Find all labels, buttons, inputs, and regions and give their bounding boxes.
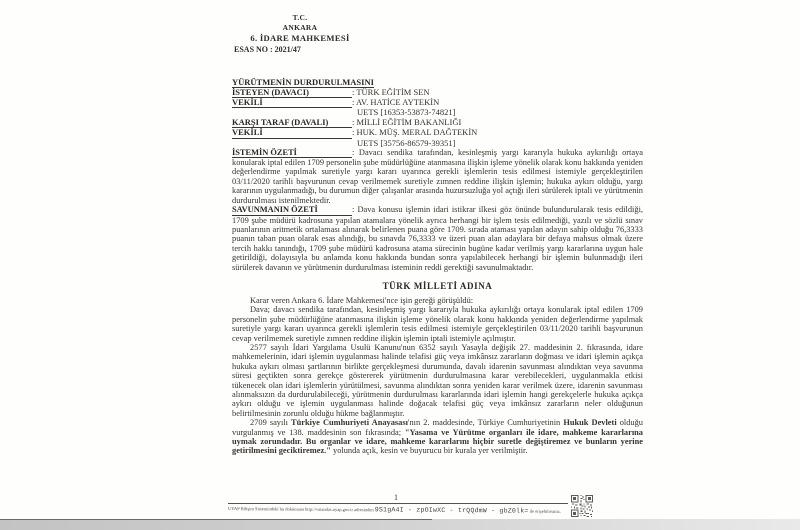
body-paragraph-text: 2577 sayılı İdari Yargılama Usulü Kanunu'nun 6352 sayılı Yasayla değişik 27. maddesinin 2. fıkrasında, idare mahkemelerinin, idari işlemin uygulanması halinde telafisi güç veya imkânsız zararların doğması ve idari işlemin açıkça hukuka aykırı olması şartlarının birlikte gerçekleşmesi durumunda, davalı idarenin savunması alındıktan veya savunma süresi geçtikten sonra gerekçe göstererek yürütmenin durdurulmasına karar verebilecekleri, uygulanmakla etkisi tükenecek olan idari işlemlerin yürütülmesi, savunma alındıktan sonra yeniden karar verilmek üzere, idarenin savunması alınmaksızın da durdurulabileceği, yürütmenin durdurulması kararlarında idari işlemin hangi gerekçelerle hukuka açıkça aykırı olduğu ve işlemin uygulanması halinde doğacak telafisi güç veya imkânsız zararların neler olduğunun belirtilmesinin zorunlu olduğu hükme bağlanmıştır.: [232, 342, 643, 418]
case-number: ESAS NO : 2021/47: [234, 45, 301, 54]
party-label: YÜRÜTMENİN DURDURULMASINI: [232, 77, 374, 87]
party-label: İSTEYEN (DAVACI): [232, 87, 352, 98]
document-body: [232, 0, 643, 456]
section-heading: TÜRK MİLLETİ ADINA: [382, 280, 493, 291]
party-row: [232, 107, 643, 117]
footer-divider: [228, 503, 568, 504]
party-row: [232, 77, 643, 87]
party-row: [232, 97, 643, 107]
uyap-access-note: [228, 505, 573, 515]
summary-paragraph: [232, 148, 643, 205]
body-paragraph: [232, 418, 643, 456]
party-row: [232, 127, 643, 137]
party-label: VEKİLİ: [232, 97, 352, 108]
summary-label: SAVUNMANIN ÖZETİ: [232, 205, 352, 215]
qr-code-icon: [571, 495, 593, 517]
party-value: : MİLLİ EĞİTİM BAKANLIĞI: [352, 117, 462, 128]
party-value: : HUK. MÜŞ. MERAL DAĞTEKİN: [352, 127, 478, 138]
party-label: VEKİLİ: [232, 127, 352, 138]
uyap-access-code: 9S1gA4I - zpOIwXC - trQQdmW - gbZ0lk=: [374, 506, 529, 515]
page-number: 1: [394, 493, 398, 502]
scanner-edge-band: [0, 519, 800, 530]
party-value: UETS [16353-53873-74821]: [357, 107, 456, 118]
summary-text: : Davacı sendika tarafından, kesinleşmiş yargı kararıyla hukuka aykırılığı ortaya konularak iptal edilen 1709 personelin şube müdürlüğüne atanmasına ilişkin işleme yönelik olarak konu hakkında yeniden değerlendirme yapılmak suretiyle yargı kararı uyarınca gerekli işlemlerin tesis edilmesi istemiyle gerçekleştirilen 03/11/2020 tarihli başvurunun cevap verilmemek suretiyle zımnen reddine ilişkin işlemin; hukuka aykırı olduğu, yargı kararının uygulanmadığı, bu durumun diğer çalışanlar arasında huzursuzluğa yol açtığı ileri sürülerek iptali ve yürütmenin durdurulması istenilmektedir.: [232, 147, 643, 205]
party-row: [232, 138, 643, 148]
party-value: UETS [35756-86579-39351]: [357, 137, 456, 148]
party-row: [232, 117, 643, 127]
summary-text: : Dava konusu işlemin idari istikrar ilkesi göz önünde bulundurularak tesis edildiği, 1709 şube müdürü kadrosuna yapılan atamalara yönelik ayrıca herhangi bir işlem tesis edilmediği, yazılı ve sözlü sınav puanlarının aritmetik ortalaması alınarak belirlenen puana göre 1709. sırada ataması yapılan adayın sahip olduğu 76,3333 puanın taban puan olarak esas alındığı, bu sınavda 76,3333 ve üzeri puan alan adaylara bir defaya mahsus olmak üzere tercih hakkı tanındığı, 1709 şube müdürü kadrosuna atama sürecinin bugüne kadar verilmiş yargı kararlarına uygun hale getirildiği, dolayısıyla bu anlamda konu hakkında bundan sonra yapılabilecek herhangi bir işlemin bulunmadığı ileri sürülerek davanın ve yürütmenin durdurulması isteminin reddi gerektiği savunulmaktadır.: [232, 205, 643, 272]
decision-body: [232, 296, 643, 456]
uyap-access-suffix: ile erişebilirsiniz.: [529, 508, 561, 514]
party-label: KARŞI TARAF (DAVALI): [232, 117, 352, 128]
body-paragraph: [232, 343, 643, 418]
body-paragraph-text: Karar veren Ankara 6. İdare Mahkemesi'nce işin gereği görüşüldü:: [250, 295, 474, 305]
party-value: : TÜRK EĞİTİM SEN: [352, 87, 430, 98]
city-label: ANKARA: [282, 23, 318, 32]
uyap-access-prefix: UYAP Bilişim Sistemindeki bu dokümana http://vatandas.uyap.gov.tr adresinden: [227, 505, 374, 513]
court-header: [234, 0, 366, 43]
body-paragraph-rich-text: 2709 sayılı Türkiye Cumhuriyeti Anayasası'nın 2. maddesinde, Türkiye Cumhuriyetinin Hukuk Devleti olduğu vurgulanmış ve 138. maddesinin son fıkrasında; "Yasama ve Yürütme organları ile idare, mahkeme kararlarına uymak zorundadır. Bu organlar ve idare, mahkeme kararlarını hiçbir suretle değiştiremez ve bunların yerine getirilmesini geciktiremez." yolunda açık, kesin ve buyurucu bir kurala yer verilmiştir.: [232, 418, 643, 456]
court-name: 6. İDARE MAHKEMESİ: [250, 33, 350, 43]
party-row: [232, 87, 643, 97]
summary-paragraph: [232, 205, 643, 272]
republic-label: T.C.: [292, 13, 308, 22]
body-paragraph-text: Dava; davacı sendika tarafından, kesinleşmiş yargı kararıyla hukuka aykırılığı ortaya konularak iptal edilen 1709 personelin şube müdürlüğüne atanmasına ilişkin işleme yönelik olarak konu hakkında yeniden değerlendirme yapılmak suretiyle yargı kararı uyarınca gerekli işlemlerin tesis edilmesi istemiyle gerçekleştirilen 03/11/2020 tarihli başvurunun cevap verilmemek suretiyle zımnen reddine ilişkin işlemin iptali istemiyle açılmıştır.: [232, 305, 643, 343]
parties-block: [232, 77, 643, 148]
body-paragraph: [232, 305, 643, 343]
party-value: : AV. HATİCE AYTEKİN: [352, 97, 440, 108]
summary-label: İSTEMİN ÖZETİ: [232, 148, 352, 158]
body-paragraph: [232, 296, 643, 305]
summaries-block: [232, 148, 643, 272]
